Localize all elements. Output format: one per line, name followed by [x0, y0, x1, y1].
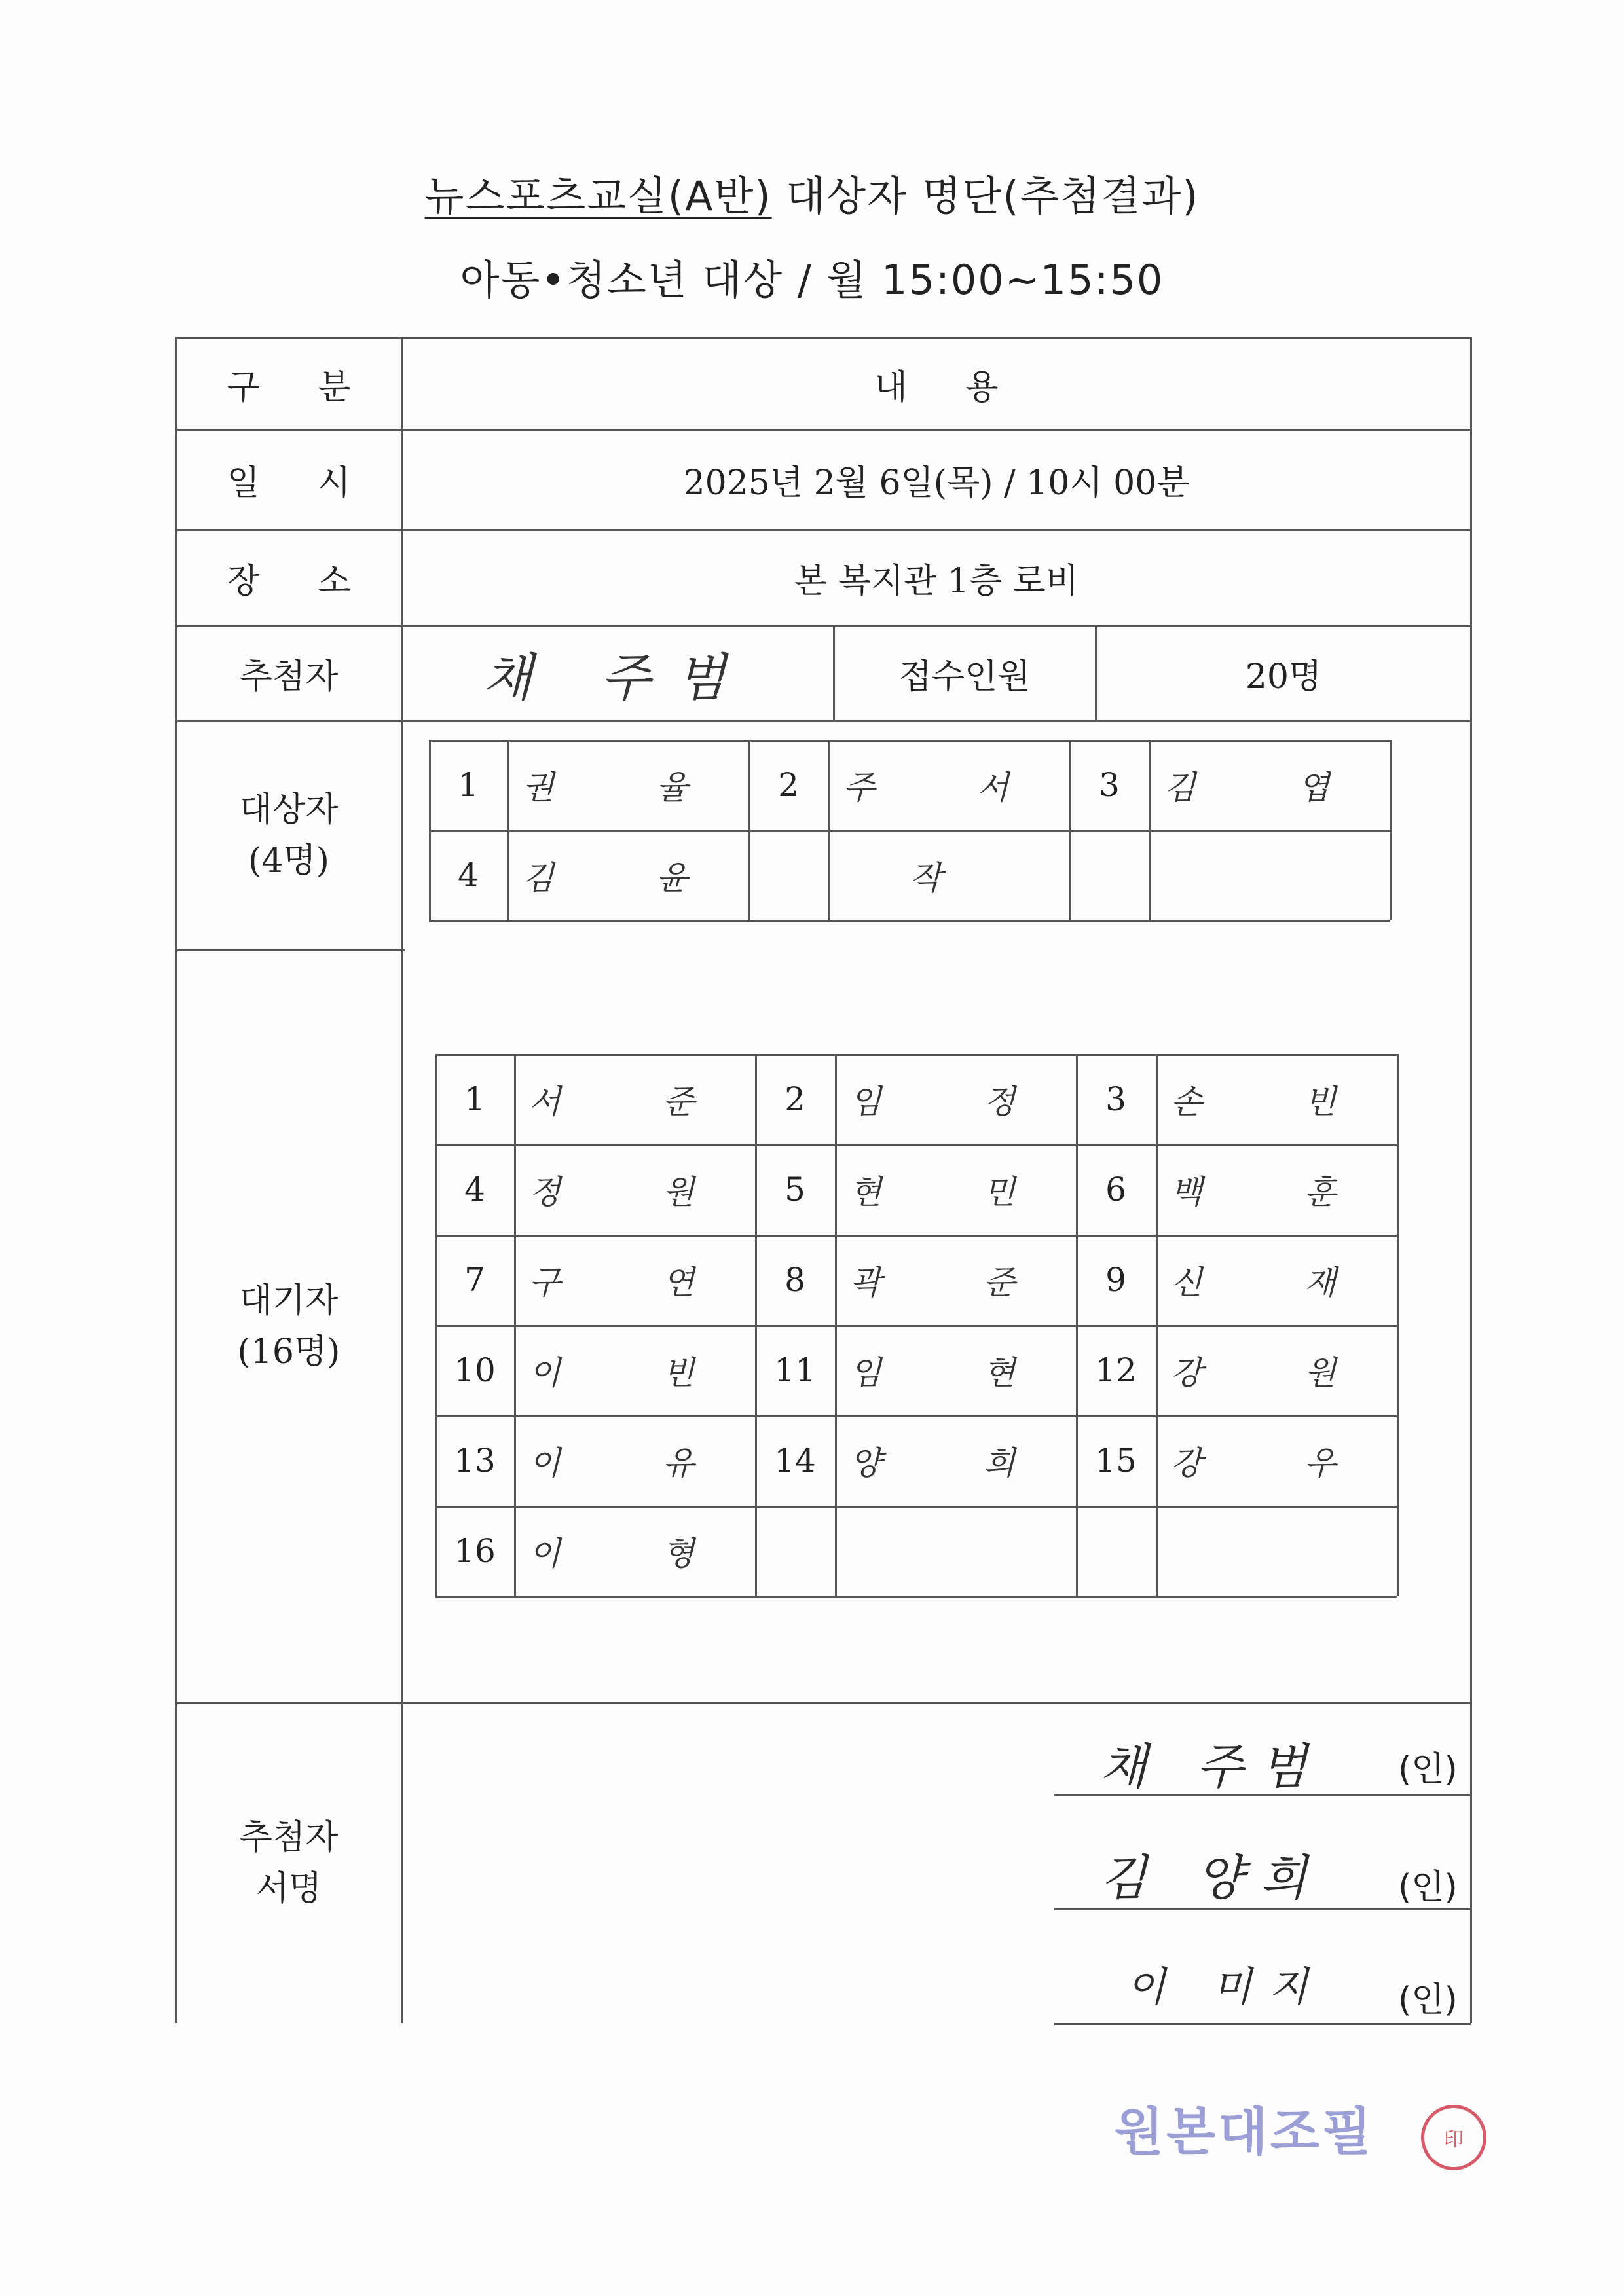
selected-entry-name: 김 윤 [522, 859, 734, 897]
selected-entry-number [748, 830, 828, 920]
waiting-entry-name: 서 준 [528, 1083, 741, 1121]
received-value: 20명 [1245, 657, 1322, 697]
title-rest: 대상자 명단(추첨결과) [786, 172, 1200, 220]
waiting-entry-number: 14 [774, 1442, 816, 1480]
selected-entry-number: 1 [458, 766, 479, 804]
selected-label-text: 대상자 [239, 790, 339, 829]
waiting-entry-number: 13 [454, 1442, 496, 1480]
selected-entry-number: 4 [458, 856, 479, 894]
waiting-entry-name: 손 빈 [1170, 1083, 1382, 1121]
date-value: 2025년 2월 6일(목) / 10시 00분 [683, 464, 1190, 503]
waiting-entry-number: 8 [784, 1261, 805, 1299]
drawer-label: 추첨자 [239, 657, 339, 697]
received-label: 접수인원 [898, 657, 1031, 697]
signer-2-signature: 김 양희 [1100, 1850, 1324, 1906]
selected-entry-name: 작 [910, 859, 988, 897]
waiting-entry-number: 10 [454, 1351, 496, 1389]
selected-grid-hline [429, 920, 1390, 922]
waiting-entry-name: 백 훈 [1170, 1173, 1382, 1211]
waiting-label-text: 대기자 [239, 1281, 339, 1321]
selected-entry-name: 주 서 [843, 769, 1055, 807]
signer-3-signature: 이 미지 [1126, 1963, 1325, 2011]
waiting-entry-name: 구 연 [528, 1264, 741, 1302]
seal-stamp-icon: 印 [1421, 2105, 1486, 2170]
waiting-entry-number: 12 [1095, 1351, 1137, 1389]
signer-2-mark: (인) [1398, 1868, 1458, 1907]
signer-1-signature: 채 주범 [1100, 1739, 1324, 1795]
waiting-entry-name: 현 민 [849, 1173, 1061, 1211]
waiting-entry-name: 임 현 [849, 1354, 1061, 1392]
waiting-entry-number: 4 [464, 1171, 485, 1209]
signature-label-line2: 서명 [255, 1869, 322, 1908]
selected-entry-number: 2 [778, 766, 799, 804]
signature-label-line1: 추첨자 [239, 1818, 339, 1857]
waiting-grid-hline [435, 1596, 1397, 1598]
signature-label [177, 1704, 401, 2023]
waiting-entry-number: 7 [464, 1261, 485, 1299]
drawer-signature: 채 주범 [483, 648, 752, 708]
waiting-entry-name: 신 재 [1170, 1264, 1382, 1302]
document-subtitle: 아동•청소년 대상 / 월 15:00~15:50 [460, 256, 1164, 304]
title-program: 뉴스포츠교실(A반) [424, 172, 772, 220]
waiting-entry-name: 곽 준 [849, 1264, 1061, 1302]
waiting-entry-name: 강 우 [1170, 1444, 1382, 1482]
waiting-entry-number: 1 [464, 1080, 485, 1118]
signer-1-mark: (인) [1398, 1750, 1458, 1789]
selected-count: (4명) [248, 841, 329, 881]
content-header: 내 용 [874, 367, 1022, 407]
selected-entry-number: 3 [1099, 766, 1120, 804]
waiting-entry-number: 5 [784, 1171, 805, 1209]
original-copy-stamp: 원본대조필 [1114, 2103, 1375, 2162]
waiting-count: (16명) [237, 1332, 341, 1372]
selected-entry-name: 권 율 [522, 769, 734, 807]
waiting-entry-number: 6 [1105, 1171, 1126, 1209]
waiting-entry-number: 15 [1095, 1442, 1137, 1480]
waiting-entry-name: 정 원 [528, 1173, 741, 1211]
waiting-entry-number: 9 [1105, 1261, 1126, 1299]
place-label: 장 소 [227, 562, 375, 601]
waiting-entry-name: 이 빈 [528, 1354, 741, 1392]
waiting-entry-name: 이 유 [528, 1444, 741, 1482]
waiting-label [177, 951, 401, 1702]
selected-label [177, 721, 401, 949]
date-label: 일 시 [227, 464, 375, 503]
waiting-entry-name: 강 원 [1170, 1354, 1382, 1392]
waiting-entry-name: 양 희 [849, 1444, 1061, 1482]
waiting-entry-number: 11 [774, 1351, 816, 1389]
waiting-entry-number: 2 [784, 1080, 805, 1118]
signature-line-3 [1054, 2023, 1471, 2025]
selected-grid-vline [1390, 740, 1392, 920]
waiting-grid-vline [1397, 1054, 1399, 1596]
signer-3-mark: (인) [1398, 1980, 1458, 2020]
waiting-entry-name: 이 형 [528, 1535, 741, 1573]
waiting-entry-name: 임 정 [849, 1083, 1061, 1121]
waiting-entry-number: 16 [454, 1532, 496, 1570]
waiting-entry-number: 3 [1105, 1080, 1126, 1118]
document-title [0, 164, 1624, 222]
place-value: 본 복지관 1층 로비 [794, 562, 1079, 601]
category-header: 구 분 [227, 367, 375, 407]
selected-entry-name: 김 엽 [1164, 769, 1376, 807]
